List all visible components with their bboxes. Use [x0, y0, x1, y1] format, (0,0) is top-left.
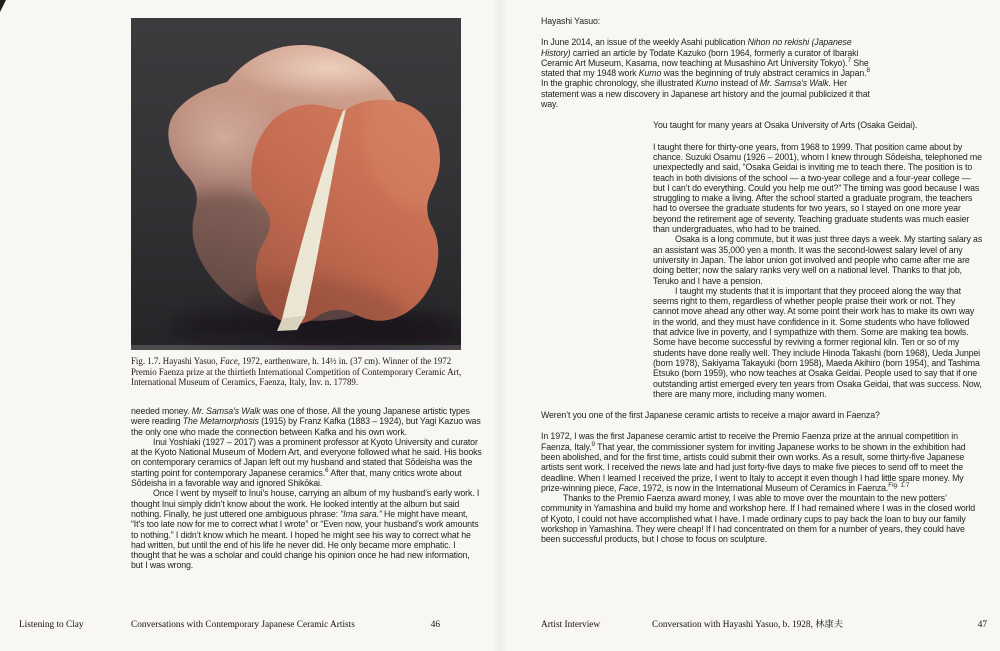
figure-1-7-photo [131, 18, 461, 350]
left-page-body [131, 406, 483, 571]
answer-paragraph: In 1972, I was the first Japanese ceramic artist to receive the Premio Faenza prize at the annual competition in Faenza, Italy.$^9$ That year, the commissioner system for inviting Japanese works to be shown in the exhibition had been abolished, and for the first time, artists could submit their own works. As a result, some thirty-five Japanese artists sent work. I received the news late and had just forty-five days to make five pieces to send off to meet the deadline. When I learned I received the prize, I went to Italy to accept it even though I had little spare money. My prize-winning piece, Face, 1972, is now in the International Museum of Ceramics in Faenza.$^{Fig. 1.7}$ [541, 431, 966, 493]
answer-paragraph: Osaka is a long commute, but it was just three days a week. My starting salary as an assistant was 35,000 yen a month. It was the second-lowest salary level of any university in Japan. The labor union got involved and people who came after me are doing better; now the salary ranks very well on a national level. Thanks to that job, Teruko and I have a pension. [653, 234, 983, 286]
page-gutter [492, 0, 508, 651]
running-footer-section-label: Artist Interview [541, 620, 601, 630]
page-number-left: 46 [430, 620, 440, 630]
interviewer-question: You taught for many years at Osaka University of Arts (Osaka Geidai). [653, 120, 918, 131]
running-footer-book-title: Listening to Clay [19, 620, 84, 630]
answer-paragraph: I taught my students that it is important that they proceed along the way that seems right to them, regardless of whether people praise their work or not. They cannot move ahead any other way. At some point their work has to make its own way in the world, and they must have confidence in it. Some students who have followed that advice live in poverty, and I sympathize with them. Some are making tea bowls. Some have become successful by reviving a former regional kiln. Ten or so of my students have done really well. They include Hinoda Takashi (born 1968), Ueda Junpei (born 1978), Sakiyama Takayuki (born 1958), Maeda Akihiro (born 1954), and Tashima Etsuko (born 1959), who now teaches at Osaka Geidai. People used to say that if one outstanding artist emerged every ten years from Osaka Geidai, that was success. Now, there are many more, including many women. [653, 285, 982, 399]
running-footer-chapter-title: Conversation with Hayashi Yasuo, b. 1928, 林康夫 [652, 620, 844, 630]
answer-block [541, 431, 977, 544]
speaker-label: Hayashi Yasuo: [541, 16, 601, 26]
answer-paragraph: I taught there for thirty-one years, from 1968 to 1999. That position came about by chance. Suzuki Osamu (1926 – 2001), whom I knew through Sōdeisha, telephoned me unexpectedly and said, “Osaka Geidai is inviting me to teach there. The position is to teach in both divisions of the school — a two-year college and a four-year college — but I can’t do everything. Could you help me out?” The timing was good because I was struggling to make a living. After the school started a graduate program, the teachers had to oversee the graduate students for two years, so I stayed on one more year beyond the retirement age of seventy. Teaching graduate students was much easier than undergraduates, who had to be trained. [653, 141, 982, 235]
scan-corner-artifact [0, 0, 6, 12]
body-paragraph: needed money. Mr. Samsa’s Walk was one of those. All the young Japanese artistic types were reading The Metamorphosis (1915) by Franz Kafka (1883 – 1924), but Yagi Kazuo was the only one who made the connection between Kafka and his own work. [131, 406, 481, 437]
question-answer-block [653, 120, 983, 399]
running-footer-section-title: Conversations with Contemporary Japanese Ceramic Artists [131, 620, 355, 630]
body-paragraph: Once I went by myself to Inui’s house, carrying an album of my husband’s early work. I thought Inui simply didn’t know about the work. He looked intently at the album but said nothing. Finally, he just uttered one ambiguous phrase: “Ima sara.” He might have meant, “It’s too late now for me to correct what I wrote” or “Even now, your husband’s work amounts to nothing.” I didn’t know which he meant. I hoped he might see his way to correct what he had written, but until the end of his life he never did. He only became more emphatic. I thought that he was a scholar and could change his opinion once he had new information, but I was wrong. [131, 488, 480, 571]
answer-paragraph: Thanks to the Premio Faenza award money, I was able to move over the mountain to the new potters’ community in Yamashina and build my home and workshop here. If I had remained where I was in the closed world of Kyoto, I could not have accomplished what I have. I made ordinary cups to pay back the loan to buy our family workshop in Yamashina. They were cheap! If I had concentrated on them for a number of years, they could have been successful products, but I chose to focus on sculpture. [541, 493, 976, 545]
sculpture-photo [131, 18, 461, 350]
body-paragraph: Inui Yoshiaki (1927 – 2017) was a prominent professor at Kyoto University and curator at the Kyoto National Museum of Modern Art, and everyone followed what he said. His books on contemporary ceramics of Japan left out my husband and stated that Sōdeisha was the starting point for contemporary Japanese ceramics.$^6$ After that, many critics wrote about Sōdeisha in a favorable way and ignored Shikōkai. [131, 436, 482, 489]
page-number-right: 47 [977, 620, 987, 630]
figure-caption: Fig. 1.7. Hayashi Yasuo, Face, 1972, earthenware, h. 14½ in. (37 cm). Winner of the 1972 Premio Faenza prize at the thirtieth International Competition of Contemporary Ceramic Art, International Museum of Ceramics, Faenza, Italy, Inv. n. 17789. [131, 356, 462, 388]
right-page-body [541, 16, 983, 545]
interviewer-question: Weren’t you one of the first Japanese ceramic artists to receive a major award in Faenza? [541, 410, 880, 421]
answer-paragraph: In June 2014, an issue of the weekly Asahi publication Nihon no rekishi (Japanese History) carried an article by Todate Kazuko (born 1964, formerly a curator of Ibaraki Ceramic Art Museum, Kasama, now teaching at Musashino Art University Tokyo).$^7$ She stated that my 1948 work Kumo was the beginning of truly abstract ceramics in Japan.$^8$ In the graphic chronology, she illustrated Kumo instead of Mr. Samsa’s Walk. Her statement was a new discovery in Japanese art history and the journal publicized it that way. [541, 37, 870, 110]
